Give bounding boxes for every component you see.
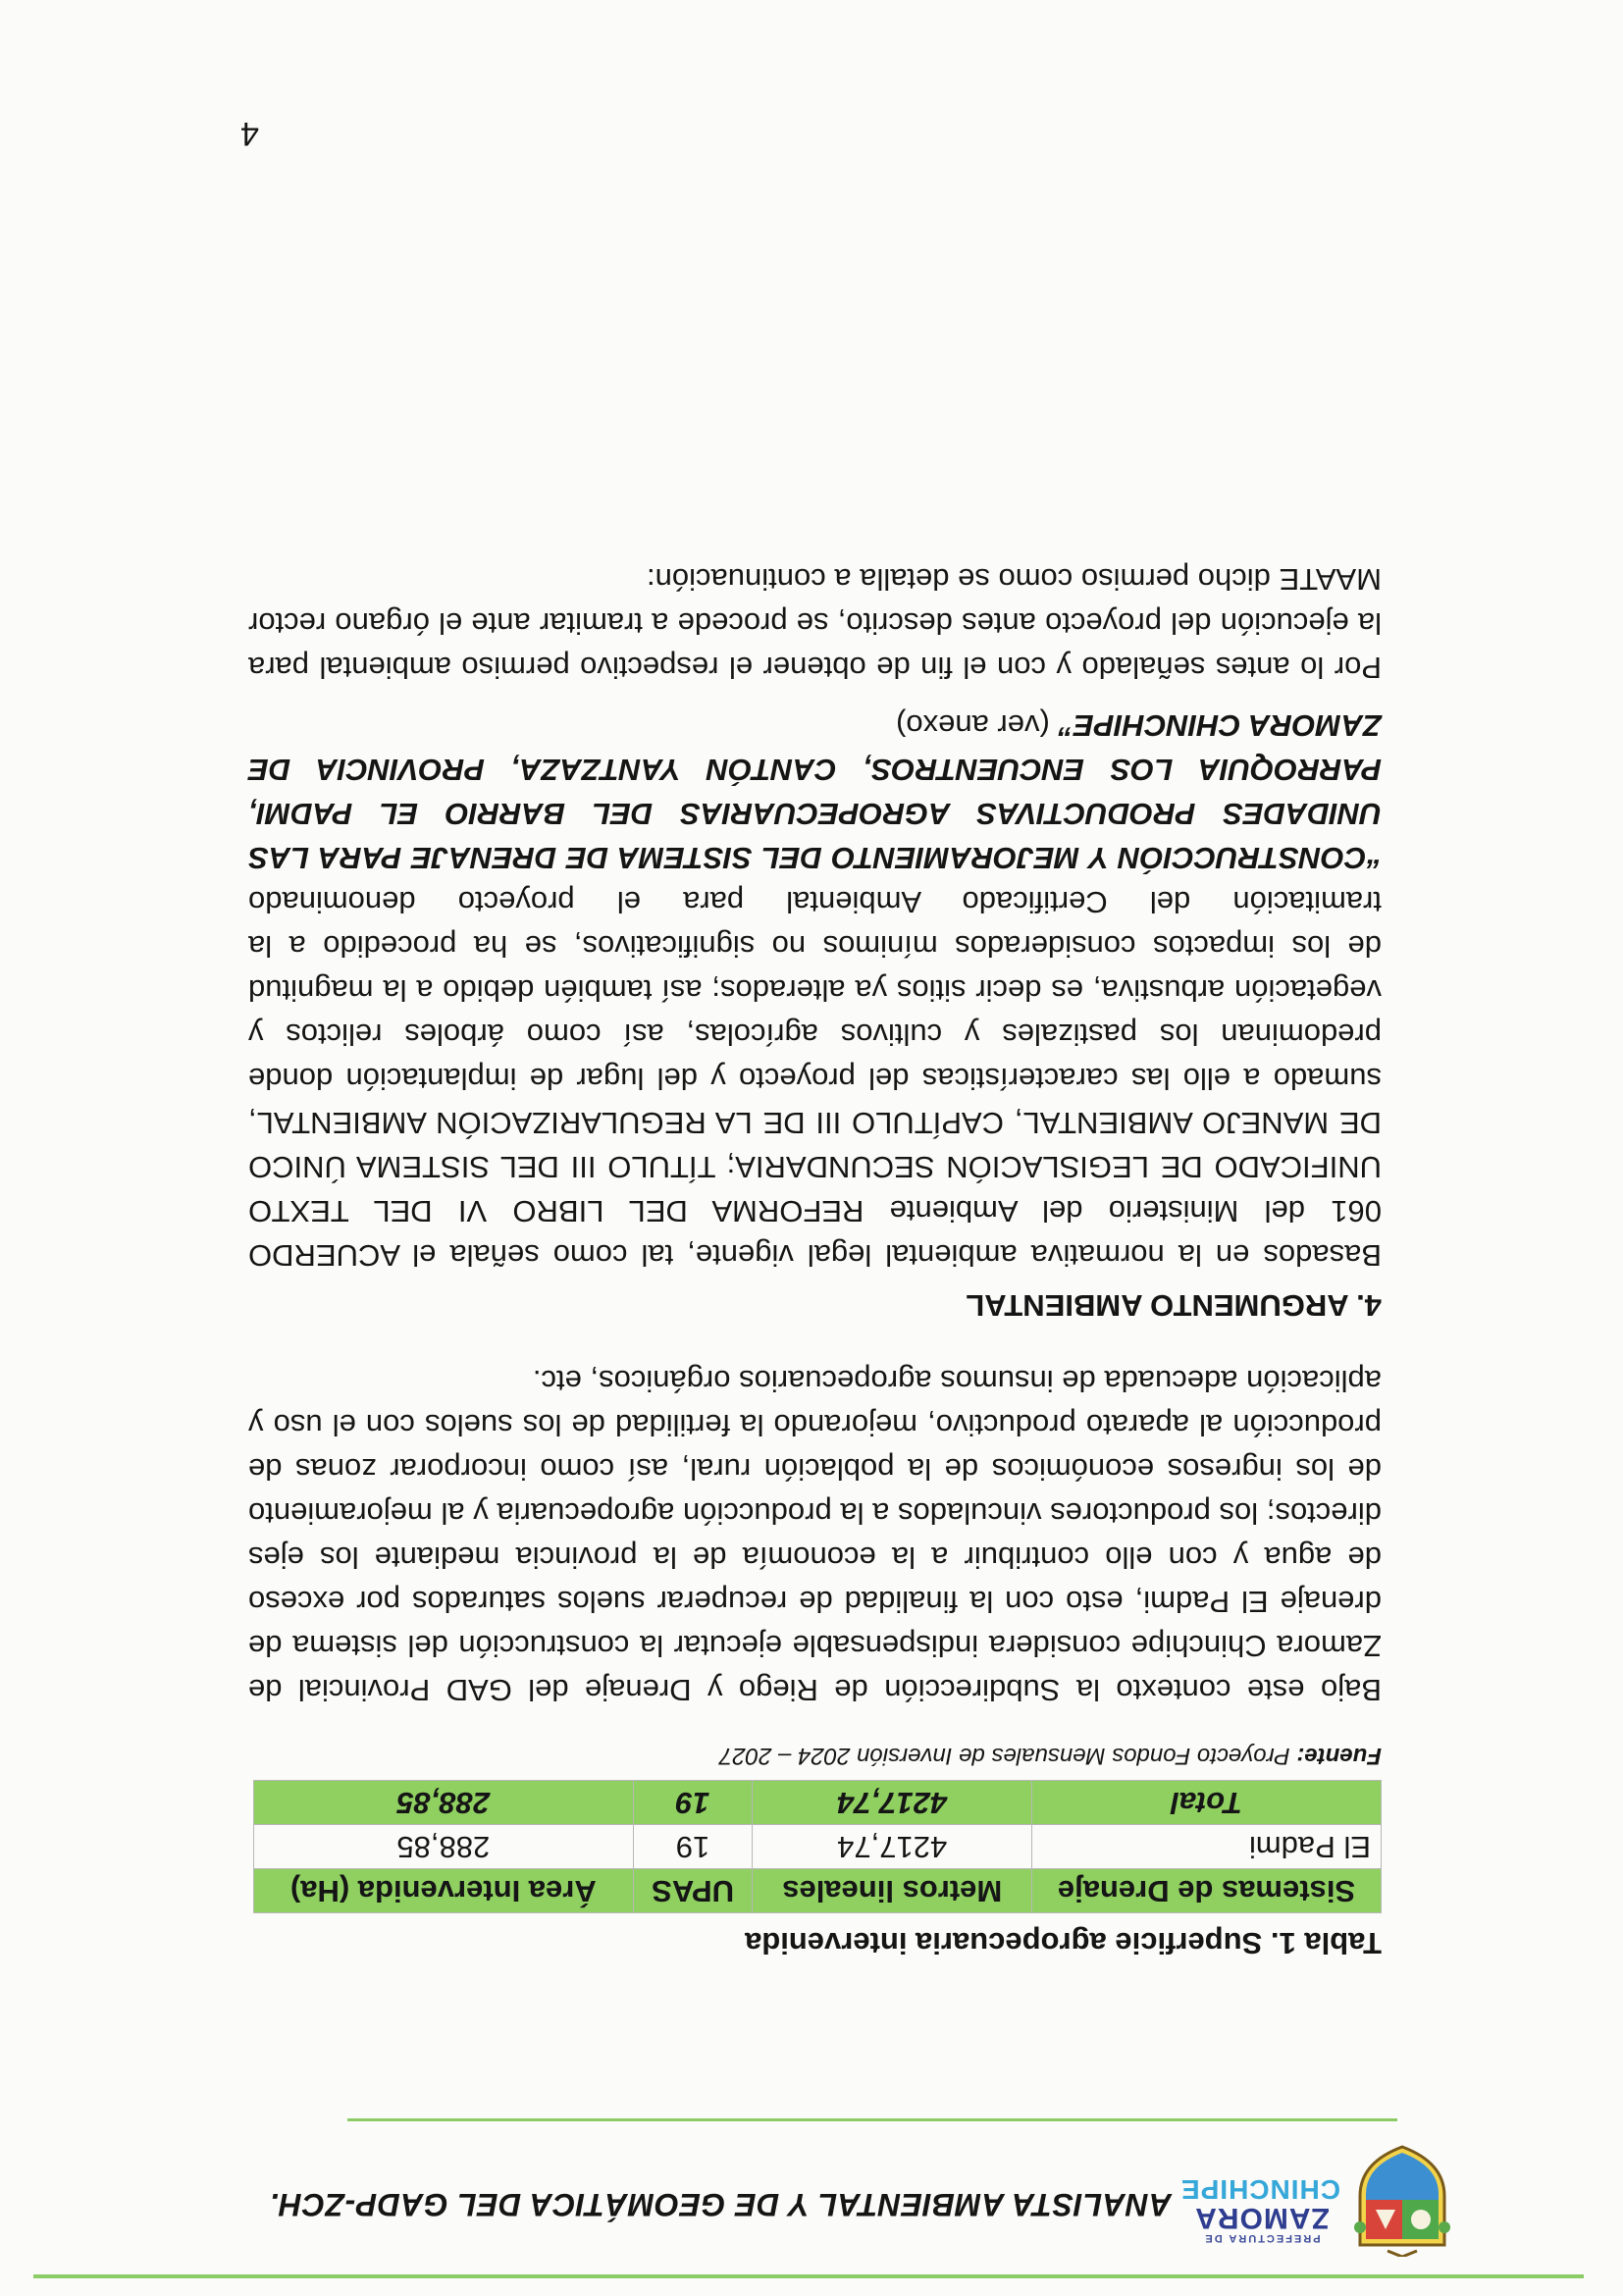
- paragraph-context: Bajo este contexto la Subdirección de Riego y Drenaje del GAD Provincial de Zamora Chinchipe considera indispensable ejecutar la construcción del sistema de drenaje El Padmi, esto con la finalidad de recuperar suelos saturados por exceso de agua y con ello contribuir a la economía de la provincia mediante los ejes directos; los productores vinculados a la producción agropecuaria y al mejoramiento de los ingresos económicos de la población rural, así como incorporar zonas de producción al aparato productivo, mejorando la fertilidad de los suelos con el uso y aplicación adecuada de insumos agropecuarios orgánicos, etc.: [248, 1364, 1382, 1707]
- table-cell: El Padmi: [1032, 1825, 1382, 1869]
- column-header: Metros lineales: [753, 1869, 1032, 1913]
- column-header: UPAS: [633, 1869, 753, 1913]
- table-cell: 4217,74: [753, 1825, 1032, 1869]
- table-cell: 19: [633, 1781, 753, 1825]
- drainage-table: [253, 1780, 1382, 1913]
- table-source: [248, 1734, 1382, 1778]
- logo-name-chinchipe: CHINCHIPE: [1179, 2174, 1340, 2205]
- annex-reference: (ver anexo): [896, 708, 1059, 743]
- logo-prefix: PREFECTURA DE: [1203, 2232, 1321, 2244]
- table-cell: 4217,74: [753, 1781, 1032, 1825]
- prefectura-wordmark: [1179, 2174, 1340, 2244]
- table-total-row: [254, 1781, 1382, 1825]
- table-header-row: [254, 1869, 1382, 1913]
- project-name: “CONSTRUCCIÓN Y MEJORAMIENTO DEL SISTEMA DE DRENAJE PARA LAS UNIDADES PRODUCTIVAS AGROPECUARIAS DEL BARRIO EL PADMI, PARROQUIA LOS ENCUENTROS, CANTÓN YANTZAZA, PROVINCIA DE ZAMORA CHINCHIPE”: [248, 708, 1382, 875]
- logo-name-zamora: ZAMORA: [1194, 2202, 1330, 2234]
- paragraph-permit: Por lo antes señalado y con el fin de obtener el respectivo permiso ambiental para la ejecución del proyecto antes descrito, se procede a tramitar ante el órgano rector MAATE dicho permiso como se detalla a continuación:: [248, 562, 1382, 685]
- page-body: [248, 557, 1382, 1962]
- table-cell: Total: [1032, 1781, 1382, 1825]
- source-text: Proyecto Fondos Mensuales de Inversión 2024 – 2027: [718, 1743, 1290, 1769]
- table-caption: Tabla 1. Superficie agropecuaria intervenida: [745, 1926, 1382, 1960]
- paragraph-regulation: [248, 704, 1382, 1278]
- section-title: 4. ARGUMENTO AMBIENTAL: [966, 1288, 1382, 1323]
- top-green-rule: [33, 2274, 1584, 2278]
- letterhead: [239, 2134, 1456, 2262]
- table-cell: 19: [633, 1825, 753, 1869]
- prefectura-shield-logo-icon: [1348, 2144, 1456, 2257]
- table-cell: 288,85: [254, 1781, 634, 1825]
- paragraph-regulation-text: Basados en la normativa ambiental legal vigente, tal como señala el ACUERDO 061 del Ministerio del Ambiente REFORMA DEL LIBRO VI DEL TEXTO UNIFICADO DE LEGISLACIÓN SECUNDARIA; TÍTULO III DEL SISTEMA ÚNICO DE MANEJO AMBIENTAL, CAPÍTULO III DE LA REGULARIZACIÓN AMBIENTAL, sumado a ello las características del proyecto y del lugar de implantación donde predominan los pastizales y cultivos agrícolas, así como árboles relictos y vegetación arbustiva, es decir sitios ya alterados; así también debido a la magnitud de los impactos considerados mínimos no significativos, se ha procedido a la tramitación del Certificado Ambiental para el proyecto denominado: [248, 885, 1382, 1273]
- column-header: Sistemas de Drenaje: [1032, 1869, 1382, 1913]
- table-cell: 288,85: [254, 1825, 634, 1869]
- column-header: Área Intervenida (Ha): [254, 1869, 634, 1913]
- header-green-rule: [347, 2118, 1397, 2121]
- page-number: 4: [240, 115, 259, 152]
- table-row: [254, 1825, 1382, 1869]
- source-label: Fuente:: [1296, 1743, 1382, 1769]
- header-title: ANALISTA AMBIENTAL Y DE GEOMÁTICA DEL GADP-ZCH.: [269, 2187, 1172, 2222]
